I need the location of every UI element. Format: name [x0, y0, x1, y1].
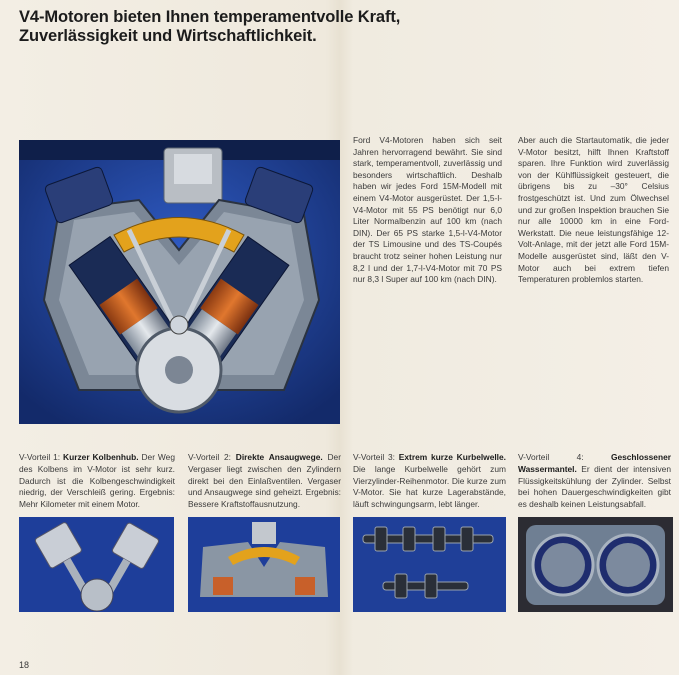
caption-lead: V-Vorteil 2: [188, 452, 236, 462]
v4-engine-cutaway-photo [19, 140, 340, 424]
caption-heading: Kurzer Kolbenhub. [63, 452, 139, 462]
caption-heading: Extrem kurze Kurbelwelle. [398, 452, 506, 462]
caption-heading: Geschlossener Wassermantel. [518, 452, 671, 474]
page-title [19, 8, 439, 46]
caption-advantage-3 [353, 452, 506, 511]
title-line-1: V4-Motoren bieten Ihnen temperamentvolle Kraft, [19, 8, 401, 26]
caption-heading: Direkte Ansaugwege. [235, 452, 323, 462]
caption-lead: V-Vorteil 1: [19, 452, 64, 462]
caption-text: Der Weg des Kolbens im V-Motor ist sehr kurz. Dadurch ist die Kolbengeschwindigkeit niedrig, der Verschleiß gering. Ergebnis: Mehr Kilometer mit einem Motor. [19, 452, 175, 510]
caption-lead: V-Vorteil 3: [353, 452, 399, 462]
page-number: 18 [19, 660, 30, 670]
caption-text: Die lange Kurbelwelle gehört zum Vierzylinder-Reihenmotor. Die kurze zum V-Motor. Sie hat kurze Lagerabstände, läuft schwingungsarm, lebt länger. [353, 463, 506, 510]
caption-advantage-1 [19, 452, 175, 511]
caption-lead: V-Vorteil 4: [518, 452, 611, 462]
caption-text: Der Vergaser liegt zwischen den Zylindern direkt bei den Einlaßventilen. Vergaser und Ansaugwege sind geheizt. Ergebnis: Bessere Kraftstoffausnutzung. [188, 452, 341, 510]
cylinder-block-illustration [518, 517, 673, 612]
caption-text: Er dient der intensiven Flüssigkeitskühlung der Zylinder. Selbst bei hohen Dauergeschwindigkeiten gibt es deshalb keinen Leistungsabfall. [518, 463, 671, 510]
caption-advantage-2 [188, 452, 341, 511]
crankshaft-illustration [353, 517, 506, 612]
piston-stroke-photo [19, 517, 174, 612]
title-line-2: Zuverlässigkeit und Wirtschaftlichkeit. [19, 27, 317, 45]
pistons-illustration [19, 517, 174, 612]
crankshaft-photo [353, 517, 506, 612]
intake-illustration [188, 517, 340, 612]
cylinder-block-photo [518, 517, 673, 612]
body-text-column-1: Ford V4-Motoren haben sich seit Jahren hervorragend bewährt. Sie sind stark, temperamentvoll, zuverlässig und besonders wirtschaftlich. Deshalb haben wir jedes Ford 15M-Modell mit einem V4-Motor ausgerüstet. Der 1,5-l-V4-Motor mit 55 PS benötigt nur 6,0 Liter Normalbenzin auf 100 km (nach DIN). Der 65 PS starke 1,5-l-V4-Motor der TS Limousine und des TS-Coupés braucht trotz seiner hohen Leistung nur 8,2 l und der 1,7-l-V4-Motor mit 70 PS nur 8,3 l Super auf 100 km (nach DIN). [353, 135, 502, 285]
engine-illustration [19, 140, 340, 424]
body-text-column-2: Aber auch die Startautomatik, die jeder V-Motor besitzt, hilft Ihnen Kraftstoff sparen. Ihre Funktion wird zuverlässig von der Kühlflüssigkeit gesteuert, die übrigens bis zu –30° Celsius frostgeschützt ist. Und zum Ölwechsel und zur großen Inspektion brauchen Sie nur alle 10000 km in eine Ford-Werkstatt. Die neue leistungsfähige 12-Volt-Anlage, mit der jetzt alle Ford 15M-Modelle ausgerüstet sind, läßt den V-Motor auch bei extrem tiefen Temperaturen problemlos starten. [518, 135, 669, 285]
caption-advantage-4 [518, 452, 671, 511]
intake-cutaway-photo [188, 517, 340, 612]
